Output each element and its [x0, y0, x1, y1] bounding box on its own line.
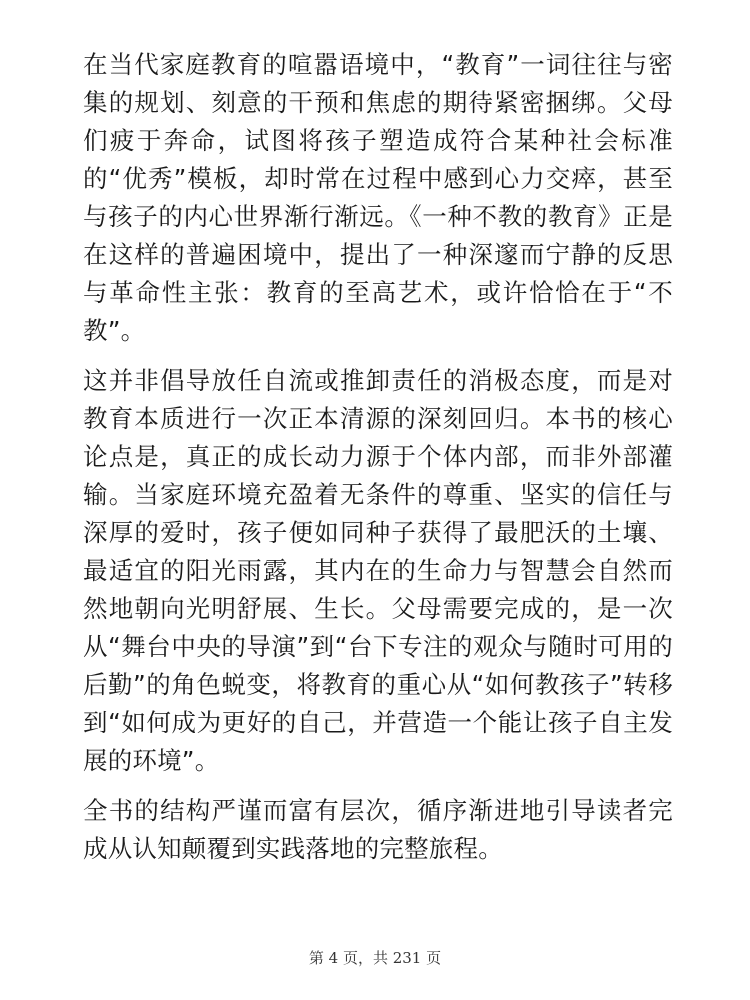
paragraph-2: 这并非倡导放任自流或推卸责任的消极态度，而是对教育本质进行一次正本清源的深刻回归。本书的核心论点是，真正的成长动力源于个体内部，而非外部灌输。当家庭环境充盈着无条件的尊重、坚实的信任与深厚的爱时，孩子便如同种子获得了最肥沃的土壤、最适宜的阳光雨露，其内在的生命力与智慧会自然而然地朝向光明舒展、生长。父母需要完成的，是一次从“舞台中央的导演”到“台下专注的观众与随时可用的后勤”的角色蜕变，将教育的重心从“如何教孩子”转移到“如何成为更好的自己，并营造一个能让孩子自主发展的环境”。	[83, 366, 673, 775]
paragraph-1: 在当代家庭教育的喧嚣语境中，“教育”一词往往与密集的规划、刻意的干预和焦虑的期待紧密捆绑。父母们疲于奔命，试图将孩子塑造成符合某种社会标准的“优秀”模板，却时常在过程中感到心力交瘁，甚至与孩子的内心世界渐行渐远。《一种不教的教育》正是在这样的普遍困境中，提出了一种深邃而宁静的反思与革命性主张：教育的至高艺术，或许恰恰在于“不教”。	[83, 50, 673, 345]
body-text	[83, 46, 673, 880]
page-number-footer: 第 4 页，共 231 页	[308, 949, 442, 967]
paragraph-3: 全书的结构严谨而富有层次，循序渐进地引导读者完成从认知颠覆到实践落地的完整旅程。	[83, 796, 673, 863]
